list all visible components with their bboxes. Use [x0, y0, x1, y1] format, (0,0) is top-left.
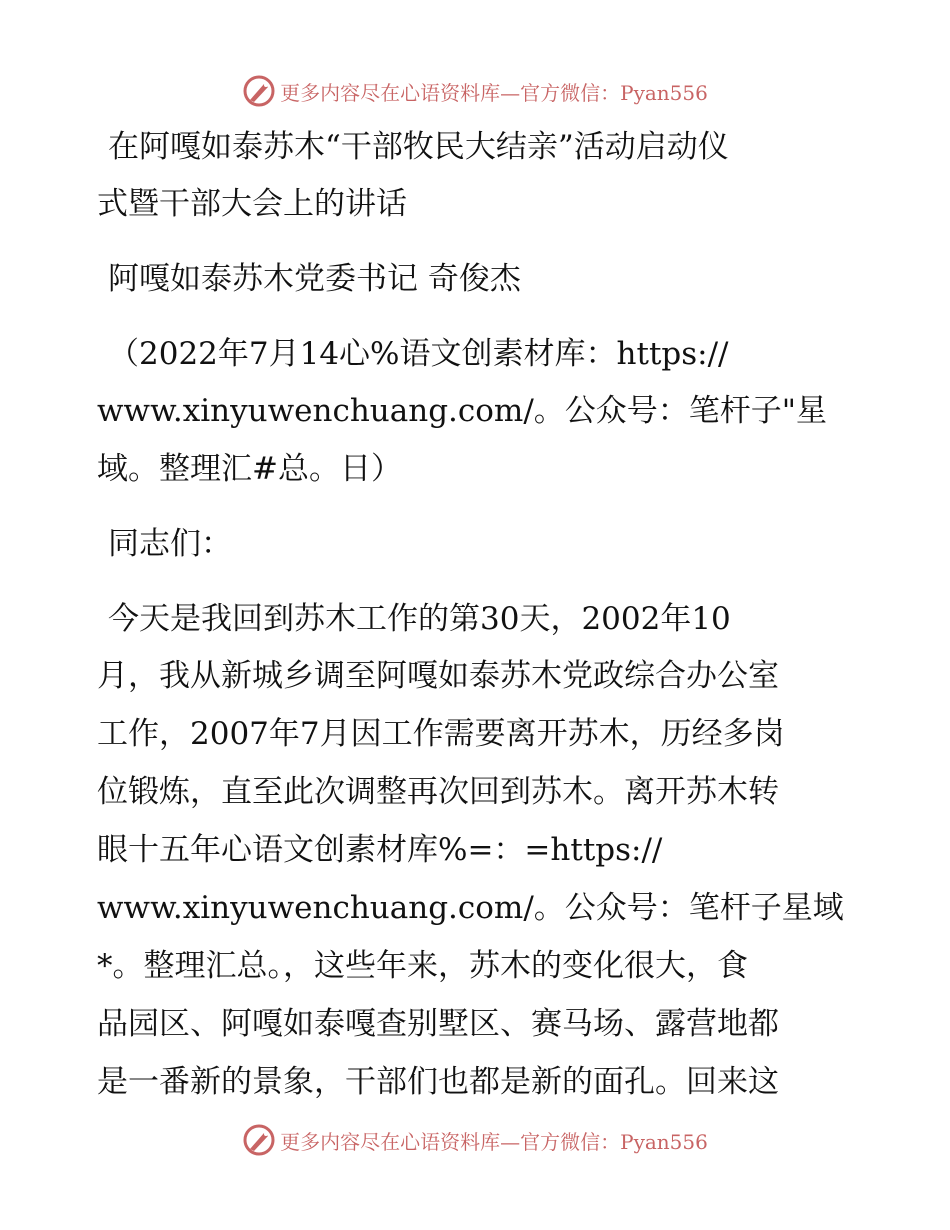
title-line-2: 式暨干部大会上的讲话: [97, 186, 407, 222]
date-line-3: 域。整理汇#总。日）: [97, 451, 402, 487]
body-line-4: 位锻炼，直至此次调整再次回到苏木。离开苏木转: [97, 774, 779, 810]
greeting: 同志们：: [108, 526, 232, 562]
banner-text: 更多内容尽在心语资料库—官方微信：Pyan556: [280, 80, 708, 105]
body-line-2: 月，我从新城乡调至阿嘎如泰苏木党政综合办公室: [97, 658, 779, 694]
date-line-1: （2022年7月14心%语文创素材库：https://: [108, 336, 729, 372]
pen-circle-logo-icon: [242, 1123, 276, 1157]
banner-text: 更多内容尽在心语资料库—官方微信：Pyan556: [280, 1129, 708, 1154]
body-line-3: 工作，2007年7月因工作需要离开苏木，历经多岗: [97, 716, 785, 752]
body-line-5: 眼十五年心语文创素材库%=：=https://: [97, 832, 663, 868]
body-line-1: 今天是我回到苏木工作的第30天，2002年10: [108, 601, 731, 637]
date-line-2: www.xinyuwenchuang.com/。公众号：笔杆子"星: [97, 393, 828, 429]
body-line-8: 品园区、阿嘎如泰嘎查别墅区、赛马场、露营地都: [97, 1006, 779, 1042]
body-line-7: *。整理汇总。，这些年来，苏木的变化很大，食: [97, 948, 748, 984]
header-banner: [0, 71, 950, 111]
author-line: 阿嘎如泰苏木党委书记 奇俊杰: [108, 261, 521, 297]
body-line-6: www.xinyuwenchuang.com/。公众号：笔杆子星域: [97, 890, 844, 926]
title-line-1: 在阿嘎如泰苏木“干部牧民大结亲”活动启动仪: [108, 129, 729, 165]
body-line-9: 是一番新的景象，干部们也都是新的面孔。回来这: [97, 1064, 779, 1100]
footer-banner: [0, 1120, 950, 1160]
pen-circle-logo-icon: [242, 74, 276, 108]
